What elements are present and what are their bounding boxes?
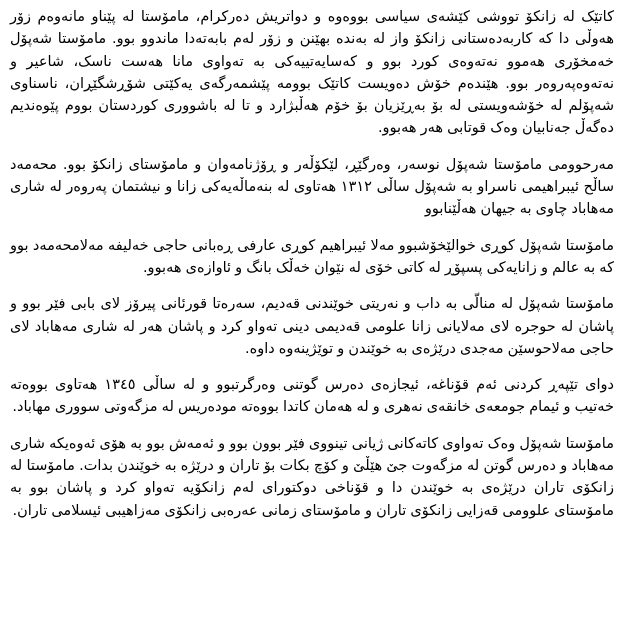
paragraph-4: مامۆستا شەپۆل لە منالّی بە داب و نەریتی خوێندنی قەدیم، سەرەتا قورئانی پیرۆز لای بابی فێر بوو و پاشان لە حوجرە لای مەلایانی زانا علومی قەدیمی دینی تەواو کرد و پاشان هەر لە شاری مەهاباد لای حاجی مەلاحوسێن مەجدی درێژەی بە خوێندن و توێژینەوە داوە. (10, 296, 614, 357)
paragraph-6: مامۆستا شەپۆل وەک تەواوی کاتەکانی ژیانی تینووی فێر بوون بوو و ئەمەش بوو بە هۆی ئەوەیکە شاری مەهاباد و دەرس گوتن لە مزگەوت جێ هێڵێ و کۆچ بکات بۆ تاران و درێژە بە خوێندن بدات. مامۆستا لە زانکۆی تاران درێژەی بە خوێندن دا و قۆناخی دوکتورای لەم زانکۆیە تەواو کرد و پاشان بوو بە مامۆستای علوومی قەزایی زانکۆی تاران و مامۆستای زمانی عەرەبی زانکۆی مەزاهیبی ئیسلامی تاران. (10, 435, 614, 519)
paragraph-2: مەرحوومی مامۆستا شەپۆل نوسەر، وەرگێڕ، لێکۆڵەر و ڕۆژنامەوان و مامۆستای زانکۆ بوو. محەمەد ساڵح ئیبراهیمی ناسراو بە شەپۆل ساڵی ١٣١٢ هەتاوی لە بنەماڵەیەکی زانا و نیشتمان پەروەر لە شاری مەهاباد چاوی بە جیهان هەڵێنابوو (10, 156, 614, 218)
paragraph-3: مامۆستا شەپۆل کوڕی خوالێخۆشبوو مەلا ئیبراهیم کوڕی عارفی ڕەبانی حاجی خەلیفە مەلامحەمەد بوو کە بە عالم و زانایەکی پسپۆڕ لە کاتی خۆی لە نێوان خەڵک بانگ و ئاوازەی هەبوو. (10, 237, 614, 276)
paragraph-1: کاتێک لە زانکۆ تووشی کێشەی سیاسی بووەوە و دواتریش دەرکرام، مامۆستا لە پێناو مانەوەم زۆر هەوڵی دا کە کاربەدەستانی زانکۆ واز لە بەندە بهێنن و زۆر لەم بابەتەدا ماندوو بوو. مامۆستا شەپۆل خەمخۆری هەموو نەتەوەی کورد بوو و کەسایەتییەکی بە تەواوی مانا هەست ناسک، شاعیر و نەتەوەپەروەر بوو. هێندەم خۆش دەویست کاتێک بوومە پێشمەرگەی یەکێتی شۆڕشگێڕان، ناسناوی شەپۆلم لە خۆشەویستی لە بۆ بەڕێزیان بۆ خۆم هەڵبژارد و تا لە باشووری کوردستان بووم پێوەندیم دەگەڵ جەنابیان وەک قوتابی هەر هەبوو. (10, 9, 614, 137)
paragraph-5: دوای تێپەڕ کردنی ئەم قۆناغە، ئیجازەی دەرس گوتنی وەرگرتبوو و لە ساڵی ١٣٤٥ هەتاوی بووەتە خەتیب و ئیمام جومعەی خانقەی نەهری و لە هەمان کاتدا بووەتە مودەریس لە مزگەوتی سووری مهاباد. (10, 377, 614, 416)
